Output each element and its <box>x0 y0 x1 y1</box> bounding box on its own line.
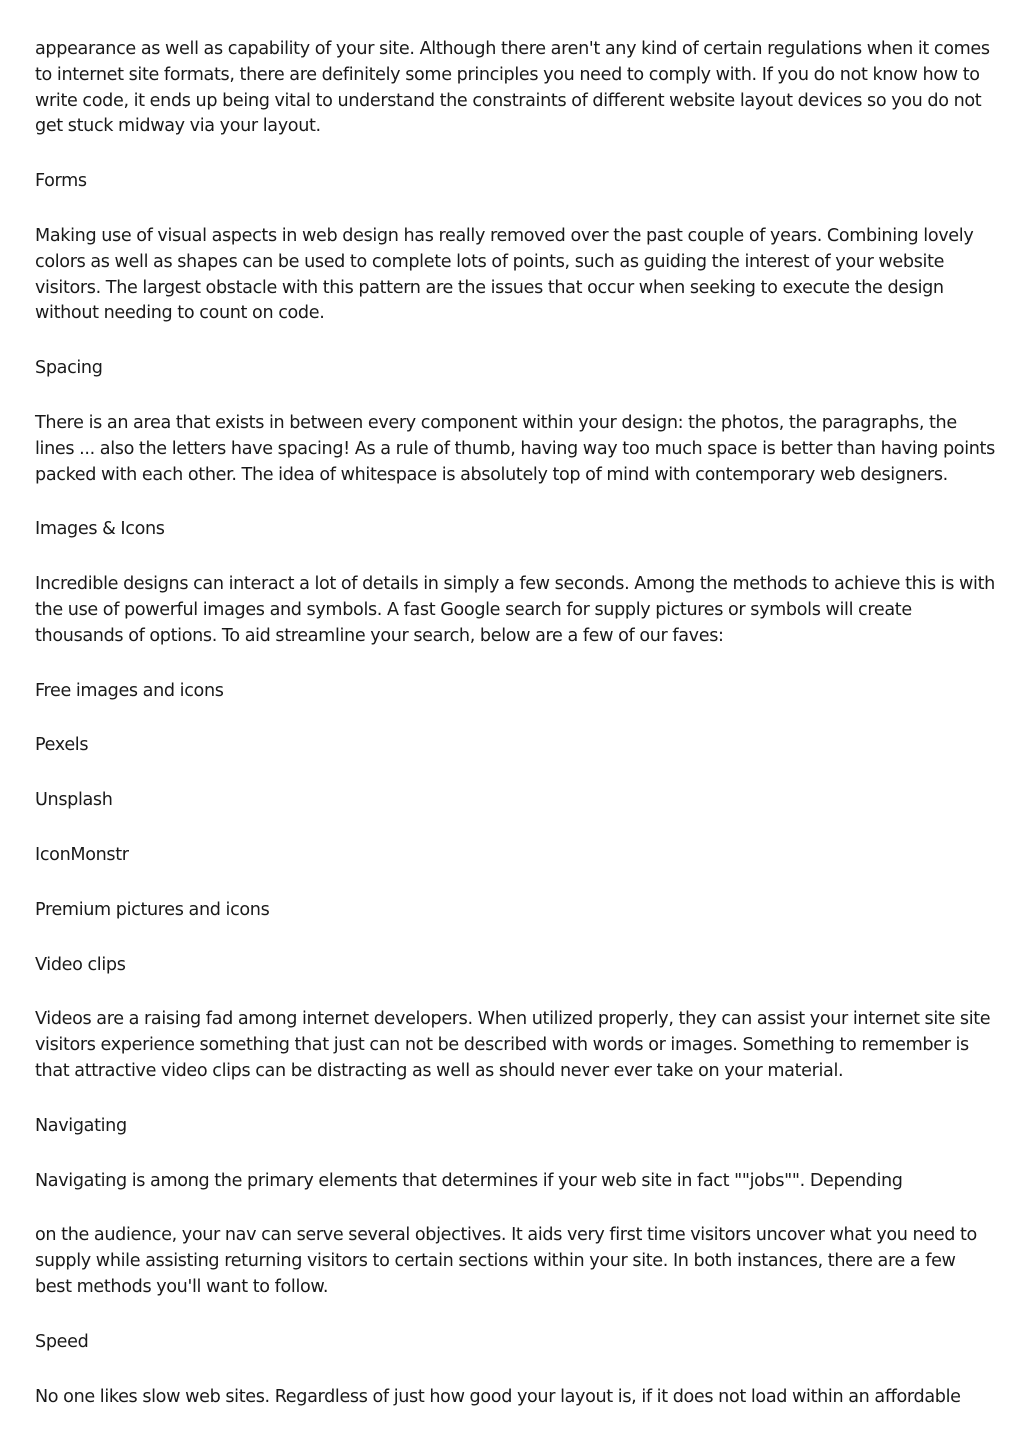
paragraph-navigating-start: Navigating is among the primary elements that determines if your web site in fact ""jobs"". Depending <box>35 1170 903 1191</box>
heading-navigating: Navigating <box>35 1115 127 1136</box>
list-item-iconmonstr: IconMonstr <box>35 844 129 865</box>
heading-speed: Speed <box>35 1331 89 1352</box>
list-item-unsplash: Unsplash <box>35 790 113 811</box>
document-page <box>35 37 995 1439</box>
paragraph-spacing: There is an area that exists in between every component within your design: the photos, the paragraphs, the lines ... also the letters have spacing! As a rule of thumb, having way too much space is better than having points packed with each other. The idea of whitespace is absolutely top of mind with contemporary web designers. <box>35 412 995 485</box>
paragraph-speed: No one likes slow web sites. Regardless of just how good your layout is, if it does not load within an affordable <box>35 1386 961 1407</box>
paragraph-layout-intro: appearance as well as capability of your site. Although there aren't any kind of certain regulations when it comes to internet site formats, there are definitely some principles you need to comply with. If you do not know how to write code, it ends up being vital to understand the constraints of different website layout devices so you do not get stuck midway via your layout. <box>35 39 990 137</box>
subheading-premium-images: Premium pictures and icons <box>35 899 270 920</box>
heading-images-icons: Images & Icons <box>35 519 165 540</box>
heading-video-clips: Video clips <box>35 954 126 975</box>
paragraph-video-clips: Videos are a raising fad among internet developers. When utilized properly, they can assist your internet site site visitors experience something that just can not be described with words or images. Something to remember is that attractive video clips can be distracting as well as should never ever take on your material. <box>35 1009 991 1081</box>
heading-forms: Forms <box>35 171 87 192</box>
heading-spacing: Spacing <box>35 358 103 379</box>
list-item-pexels: Pexels <box>35 735 89 756</box>
paragraph-images-icons: Incredible designs can interact a lot of details in simply a few seconds. Among the methods to achieve this is with the use of powerful images and symbols. A fast Google search for supply pictures or symbols will create thousands of options. To aid streamline your search, below are a few of our faves: <box>35 574 995 646</box>
paragraph-navigating-continued: on the audience, your nav can serve several objectives. It aids very first time visitors uncover what you need to supply while assisting returning visitors to certain sections within your site. In both instances, there are a few best methods you'll want to follow. <box>35 1225 977 1297</box>
subheading-free-images: Free images and icons <box>35 680 224 701</box>
paragraph-forms: Making use of visual aspects in web design has really removed over the past couple of years. Combining lovely colors as well as shapes can be used to complete lots of points, such as guiding the interest of your website visitors. The largest obstacle with this pattern are the issues that occur when seeking to execute the design without needing to count on code. <box>35 225 974 324</box>
